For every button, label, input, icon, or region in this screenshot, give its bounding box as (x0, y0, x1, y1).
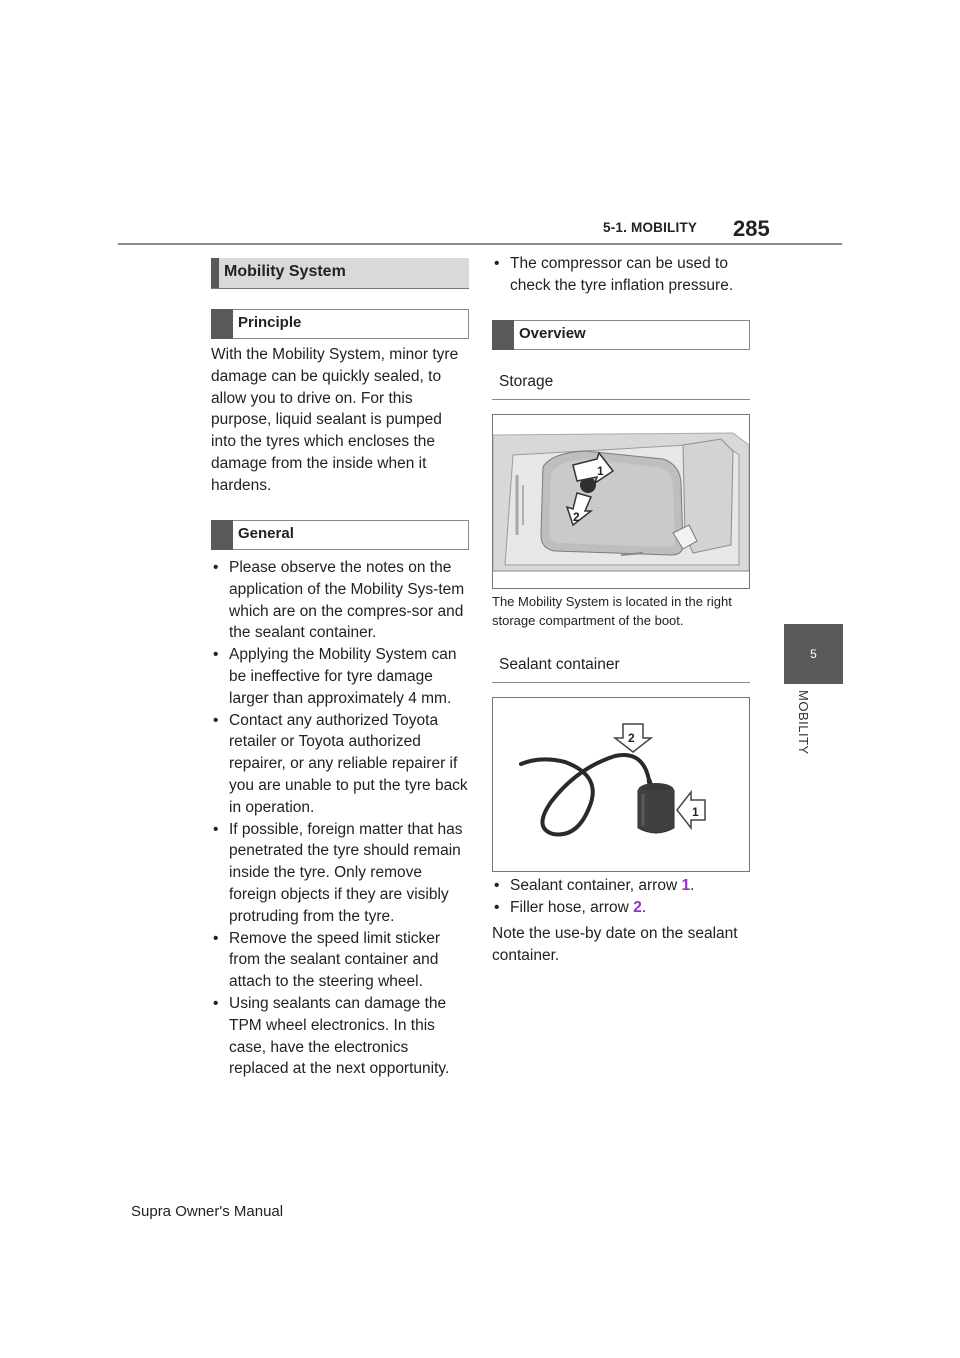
header-rule (118, 243, 842, 245)
heading-bar (492, 320, 514, 350)
compressor-bullet (492, 253, 750, 297)
sealant-bullets (492, 875, 752, 919)
arrow-number: 2 (633, 898, 642, 916)
principle-heading (211, 309, 469, 339)
general-bullets (211, 557, 469, 1080)
principle-text: With the Mobility System, minor tyre damage can be quickly sealed, to allow you to drive on. For this purpose, liquid sealant is pumped into the tyres which encloses the damage from the inside when it hardens. (211, 346, 459, 494)
chapter-tab: 5 (784, 624, 843, 684)
general-title: General (238, 525, 294, 542)
storage-arrow-1-label: 1 (597, 464, 604, 478)
page-number: 285 (733, 216, 770, 241)
storage-caption: The Mobility System is located in the right storage compartment of the boot. (492, 594, 732, 628)
chapter-label: MOBILITY (796, 690, 811, 755)
storage-arrow-2-label: 2 (573, 510, 580, 524)
list-item: • If possible, foreign matter that has penetrated the tyre should remain inside the tyre. Only remove foreign objects if they are visibly protruding from the tyre. (211, 819, 469, 928)
sealant-arrow-1-label: 1 (692, 805, 699, 819)
boot-compartment-illustration (493, 415, 749, 588)
manual-title: Supra Owner's Manual (131, 1203, 284, 1220)
overview-heading (492, 320, 750, 350)
arrow-number: 1 (681, 877, 691, 894)
storage-title: Storage (499, 373, 554, 390)
list-item: • Sealant container, arrow 1. (492, 875, 752, 897)
sealant-figure (492, 697, 750, 872)
principle-title: Principle (238, 314, 302, 331)
storage-heading (492, 371, 750, 400)
general-heading (211, 520, 469, 550)
sealant-heading (492, 654, 750, 683)
mobility-system-heading (211, 258, 469, 289)
overview-title: Overview (519, 325, 586, 342)
heading-bar (211, 309, 233, 339)
sealant-title: Sealant container (499, 656, 620, 673)
list-item: • The compressor can be used to check the tyre inflation pressure. (492, 253, 750, 297)
list-item: • Applying the Mobility System can be ineffective for tyre damage larger than approximately 4 mm. (211, 644, 469, 709)
sealant-arrow-2-label: 2 (628, 731, 635, 745)
list-item: • Contact any authorized Toyota retailer or Toyota authorized repairer, or any reliable repairer if you are unable to put the tyre back in operation. (211, 710, 469, 819)
list-item: • Using sealants can damage the TPM wheel electronics. In this case, have the electronics replaced at the next opportunity. (211, 993, 469, 1080)
mobility-system-title: Mobility System (224, 263, 346, 280)
heading-bar (211, 520, 233, 550)
list-item: • Remove the speed limit sticker from the sealant container and attach to the steering wheel. (211, 928, 469, 993)
use-by-note: Note the use-by date on the sealant container. (492, 925, 738, 964)
sealant-container-illustration (493, 698, 749, 871)
heading-bar (211, 258, 219, 288)
list-item: • Filler hose, arrow 2. (492, 897, 752, 919)
section-header: 5-1. MOBILITY (603, 220, 698, 235)
storage-figure (492, 414, 750, 589)
list-item: • Please observe the notes on the application of the Mobility Sys-tem which are on the compres-sor and the sealant container. (211, 557, 469, 644)
